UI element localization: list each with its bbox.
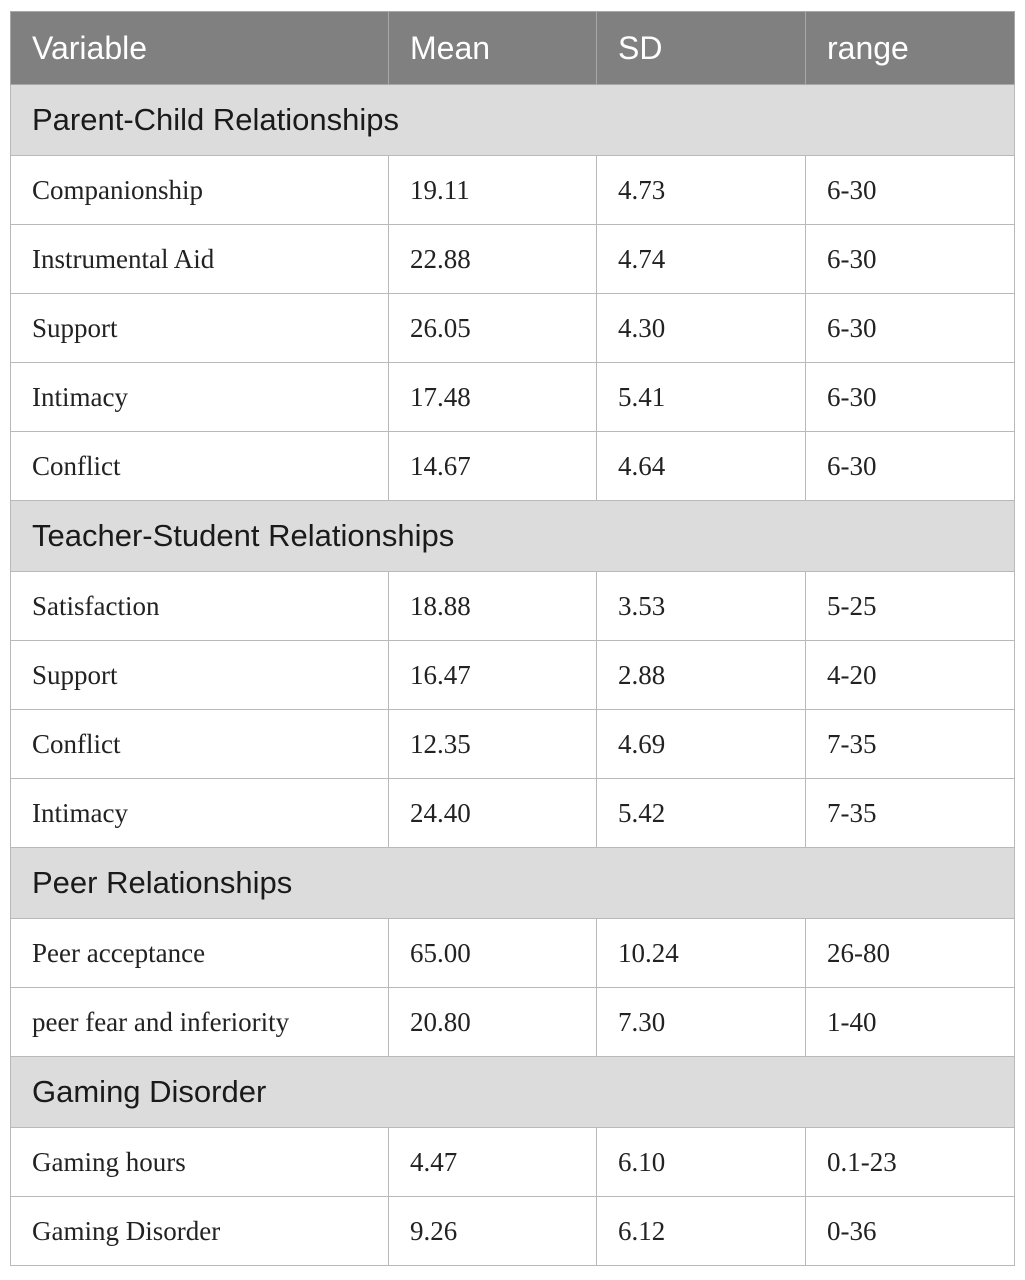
cell-sd: 6.10 [597, 1128, 806, 1197]
cell-range: 26-80 [806, 919, 1015, 988]
cell-range: 6-30 [806, 432, 1015, 501]
cell-sd: 3.53 [597, 572, 806, 641]
cell-variable: Peer acceptance [11, 919, 389, 988]
cell-range: 0.1-23 [806, 1128, 1015, 1197]
section-row [11, 501, 1015, 572]
cell-mean: 22.88 [389, 225, 597, 294]
cell-variable: Instrumental Aid [11, 225, 389, 294]
cell-range: 6-30 [806, 156, 1015, 225]
cell-sd: 6.12 [597, 1197, 806, 1266]
cell-variable: Conflict [11, 432, 389, 501]
cell-sd: 2.88 [597, 641, 806, 710]
header-mean: Mean [389, 12, 597, 85]
table-row [11, 572, 1015, 641]
header-sd: SD [597, 12, 806, 85]
section-title: Teacher-Student Relationships [11, 501, 1015, 572]
table-body [11, 85, 1015, 1266]
table-row [11, 225, 1015, 294]
cell-sd: 10.24 [597, 919, 806, 988]
cell-range: 1-40 [806, 988, 1015, 1057]
table-row [11, 294, 1015, 363]
cell-sd: 4.30 [597, 294, 806, 363]
cell-mean: 14.67 [389, 432, 597, 501]
header-range: range [806, 12, 1015, 85]
cell-range: 5-25 [806, 572, 1015, 641]
table-row [11, 988, 1015, 1057]
cell-mean: 20.80 [389, 988, 597, 1057]
cell-sd: 5.41 [597, 363, 806, 432]
cell-sd: 4.74 [597, 225, 806, 294]
cell-variable: Support [11, 641, 389, 710]
cell-mean: 26.05 [389, 294, 597, 363]
descriptive-statistics-table-container [10, 11, 1014, 1266]
cell-range: 7-35 [806, 779, 1015, 848]
cell-range: 7-35 [806, 710, 1015, 779]
section-title: Peer Relationships [11, 848, 1015, 919]
cell-variable: Satisfaction [11, 572, 389, 641]
cell-mean: 17.48 [389, 363, 597, 432]
section-title: Gaming Disorder [11, 1057, 1015, 1128]
cell-variable: Intimacy [11, 779, 389, 848]
cell-range: 6-30 [806, 225, 1015, 294]
cell-range: 4-20 [806, 641, 1015, 710]
section-row [11, 1057, 1015, 1128]
cell-mean: 19.11 [389, 156, 597, 225]
table-row [11, 779, 1015, 848]
cell-sd: 5.42 [597, 779, 806, 848]
cell-mean: 12.35 [389, 710, 597, 779]
cell-range: 6-30 [806, 363, 1015, 432]
table-row [11, 710, 1015, 779]
cell-variable: Conflict [11, 710, 389, 779]
section-title: Parent-Child Relationships [11, 85, 1015, 156]
header-variable: Variable [11, 12, 389, 85]
cell-sd: 4.69 [597, 710, 806, 779]
table-row [11, 1128, 1015, 1197]
cell-sd: 4.64 [597, 432, 806, 501]
section-row [11, 85, 1015, 156]
cell-mean: 24.40 [389, 779, 597, 848]
cell-variable: Support [11, 294, 389, 363]
header-row [11, 12, 1015, 85]
cell-variable: Companionship [11, 156, 389, 225]
cell-mean: 9.26 [389, 1197, 597, 1266]
cell-range: 0-36 [806, 1197, 1015, 1266]
cell-range: 6-30 [806, 294, 1015, 363]
cell-mean: 65.00 [389, 919, 597, 988]
cell-sd: 7.30 [597, 988, 806, 1057]
section-row [11, 848, 1015, 919]
cell-variable: Gaming Disorder [11, 1197, 389, 1266]
cell-mean: 4.47 [389, 1128, 597, 1197]
table-row [11, 432, 1015, 501]
cell-variable: Gaming hours [11, 1128, 389, 1197]
table-row [11, 363, 1015, 432]
table-row [11, 641, 1015, 710]
descriptive-statistics-table [10, 11, 1015, 1266]
cell-variable: Intimacy [11, 363, 389, 432]
cell-mean: 18.88 [389, 572, 597, 641]
table-row [11, 919, 1015, 988]
cell-sd: 4.73 [597, 156, 806, 225]
table-header [11, 12, 1015, 85]
cell-mean: 16.47 [389, 641, 597, 710]
cell-variable: peer fear and inferiority [11, 988, 389, 1057]
table-row [11, 156, 1015, 225]
table-row [11, 1197, 1015, 1266]
